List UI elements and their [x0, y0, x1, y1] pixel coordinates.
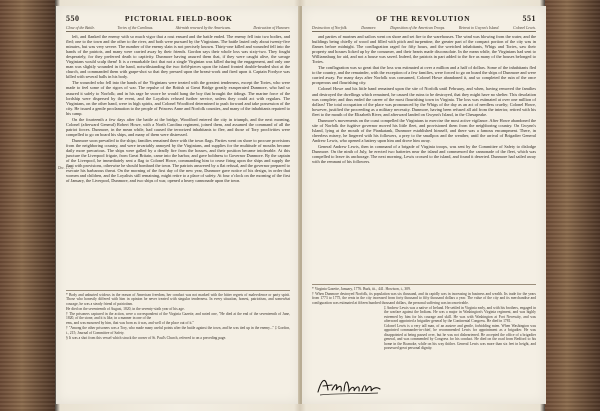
left-subhead: Skirmish renewed by the Americans. [175, 26, 231, 30]
left-paragraph: The wounded who fell into the hands of the Virginians were treated with the greatest tenderness, except the Tories, who were made to feel some of the rigors of war. The repulse of the British at Great Bridge greatly exasperated Dunmore, who had so assured it safely to Norfolk; and in his rage he swore he would hang the boy that brought the tidings. The marine force of the lordship were dispersed by the event, and the Loyalists refused further service, unless they could act with regulars. The Virginians, on the other hand, were in high spirits, and Colonel Woodford determined to push forward and take possession of the city. He issued a gentle proclamation to the people of Princess Anne and Norfolk counties, and many of the inhabitants repaired to his camp. [66, 80, 290, 116]
right-subhead: Dunmore. [361, 26, 377, 30]
right-paragraph: General Andrew Lewis, then in command of a brigade of Virginia troops, was sent by the Committee of Safety to dislodge Dunmore. On the ninth of July, he erected two batteries near the island and commenced the cannonade of the fleet, which was compelled to leave its anchorage. The next morning, Lewis crossed to the island, and found it deserted. Dunmore had sailed away with the remnant of his followers. [312, 143, 536, 165]
right-marbled-endpaper [545, 0, 600, 411]
right-paragraph: Dunmore's movements on the coast compelled the Virginians to exercise the most active vigilance. After Howe abandoned the site of Norfolk the fugitive governor moved his little fleet, and provisioned them from the neighboring country. On Gwynn's Island, lying at the mouth of the Piankatank, Dunmore established himself, and there was a famous encampment. There, in cheerless misery, he lingered with his followers, a prey to the smallpox and the weather, until the arrival of Brigadier General Andrew Lewis, who opened a battery upon him and drove him away. [312, 117, 536, 143]
left-marbled-endpaper [0, 0, 55, 411]
right-subheads [312, 26, 536, 32]
left-running-head [66, 14, 290, 23]
right-subhead: Disposition of the American Troops. [390, 26, 446, 30]
left-body-text [66, 34, 290, 184]
right-body-text [312, 34, 536, 165]
left-subhead: Close of the Battle. [66, 26, 96, 30]
right-running-title: OF THE REVOLUTION [376, 14, 471, 23]
right-paragraph: The conflagration was so great that the loss was estimated at over a million and a half of dollars. Some of the inhabitants fled to the country, and the remainder, with the exception of a few families, were forced to go on board the ships of Dunmore and were carried away. For many days after Norfolk was consumed, Colonel Howe abandoned it, and so completed the ruin of the once prosperous and flourishing city. [312, 65, 536, 86]
right-footnote: † When Dunmore destroyed Norfolk, its population was six thousand, and its rapidly was in increasing in business and wealth. Its trade for the years from 1773 to 1775, the rents in the city increased from forty thousand to fifty thousand dollars a year. The value of the city and its merchandise and configuration was estimated at fifteen hundred thousand dollars, the personal suffering was inconceivable. [312, 292, 536, 305]
left-footnote: ems, and was mourned by him, that was born as it was, and well of the place out of it." [66, 321, 194, 326]
left-footnote: § It was a shot from this vessel which struck the corner of St. Paul's Church, referred to on a preceding page. [66, 335, 227, 340]
right-footnote: * Virginia Gazette, January, 1776. Burk, iii., 441. Howison, i., 309. [312, 287, 411, 291]
left-paragraph: left, and flanked the enemy with so much vigor that a rout ensued and the battle ended. The enemy fell into two bodies, and fled; one to the town and the other to the river, and both were pursued by the Virginians. The battle lasted only about twenty-five minutes, but was very severe. The number of the enemy slain is not precisely known. Thirty-one killed and wounded fell into the hands of the patriots, and many were carried away by their friends. Gordon says their whole loss was sixty-two. They fought desperately, for they preferred death to captivity. Dunmore having assured them that, if they were caught alive, the savage Virginians would scalp them! It is a remarkable fact that not a single Virginian was killed during the engagement, and only one man was slightly wounded in the hand, notwithstanding the two field-pieces upon the island fronted double-headed shot at the church, and commanded them with grape-shot so that they pressed upon the breast-work and fired upon it. Captain Fordyce was killed with several balls in his body. [66, 34, 290, 80]
left-footnotes [66, 290, 290, 341]
right-page-number: 551 [522, 14, 536, 23]
left-footnote: † "Among the other prisoners was a Tory, who made many useful points after the battle against the town, and he was tied up in the enemy..." ‡ Gordon, i., 215; Journal of Committee of Safety. [66, 326, 290, 335]
left-page-number: 550 [66, 14, 80, 23]
right-subhead: Colonel Lewis. [513, 26, 536, 30]
left-paragraph: On the fourteenth a few days after the battle at the bridge, Woodford entered the city in triumph, and the next morning, Colonel (afterward General) Robert Howe, with a North Carolina regiment, joined them, and assumed the command of all the patriot forces. Dunmore, in the mean while, had caused the terrorized inhabitants to flee, and those of Tory proclivities were compelled to go on board his ships, and many of them were distressed. [66, 116, 290, 137]
left-subhead: Destruction of Hanover. [253, 26, 290, 30]
right-paragraph: and parties of marines and sailors went on shore and set fire to the warehouses. The wind was blowing from the water, and the buildings being chiefly of wood and filled with pitch and turpentine, the greater part of the compact portion of the city was in flames before midnight. The conflagration raged for fifty hours, and the wretched inhabitants, Whigs and Tories, saw their property and houses licked up by the consumer, and their hearts made disconsolate. In the mean while, the Virginians had sent to Williamsburg for aid, and not a house was saved. Indeed, the patriots in part added to the fire as many of the houses belonged to Tories. [312, 34, 536, 65]
andrew-lewis-signature-image [314, 372, 384, 398]
right-footnotes [312, 284, 536, 351]
right-footnote: ‡ Andrew Lewis was a native of Ireland. He settled in Virginia early, and with his brothers, engaged in the warfare against the Indians. He was a major in Washington's Virginia regiment, and was highly esteemed by him for his courage and skill. He was with Washington at Fort Necessity, and was afterward appointed a brigadier general by the Continental Congress. He died in 1781. [384, 305, 536, 324]
right-subhead: Retreat to Gwynn's Island. [458, 26, 500, 30]
left-paragraph: Dunmore soon prevailed to the ships; families remained there with the town flags. Parties went on shore to procure provisions from the neighboring country, and were invariably annoyed by the Virginians, and supplies for the multitude of mouths became daily more precarious. The ships were galled by a deadly fire from the houses, and their position became intolerable. At this juncture the Liverpool frigate, from Great Britain, came into the harbor, and gave boldness to Governor Dunmore. By the captain of the Liverpool, he immediately sent a flag to Colonel Howe, commanding him to cease firing upon the ships and supply the fleet with provisions, otherwise he should bombard the town. The patriots answered by a flat refusal, and the governor prepared to execute his barbarous threat. On the morning of the first day of the new year, Dunmore gave notice of his design, in order that women and children, and the Loyalists still remaining, might retire to a place of safety. At four o'clock on the morning of the first of January, the Liverpool, Dunmore, and two ships of war, opened a heavy cannonade upon the town. [66, 137, 290, 184]
right-page [302, 6, 546, 404]
right-footnote: Colonel Lewis is a very tall man, of an austere and gentle, forbidding mien. When Washington was appointed commander-in-chief, he recommended Lewis for appointment as a brigadier. He was disappointed at being passed over, but he was not disheartened. He accepted the office of a brigadier general, and was commended by Congress for his conduct. He died on the road from Bedford to his home in the Roanoke, while on his way thither. General Lewis was more than six feet in height, and possessed great personal dignity. [384, 324, 536, 351]
left-running-title: PICTORIAL FIELD-BOOK [124, 14, 233, 23]
left-footnote: * Body and unburied widows in the reason of American freedom, her conduct was not marked with the bitter regrets of malevolence or party spirit. Those who honestly differed with him in opinion he never treated with singular tenderness. In every situation, honest, patriotism, and somewhat courage, he was a steady friend of patriotism. [66, 293, 290, 306]
right-paragraph: Colonel Howe and his little band remained upon the site of Norfolk until February, and when, having removed the families and destroyed the dwellings which remained, he caused the ruins to be destroyed, that they might have no shelter. This desolation was complete; and thus ended the career of the most flourishing town in Virginia. The loss was estimated at over one million of dollars! The total occupation of the place was pronounced by the Whigs of the day as an act of needless cruelty; Colonel Howe, however, justified the proceeding as a military necessity. Dunmore, having been refused all aid from the interior, retired with his fleet to the mouth of the Elizabeth River, and afterward landed on Gwynn's Island, in the Chesapeake. [312, 86, 536, 117]
left-page [56, 6, 300, 404]
left-margin-date: Dec. 1775. [58, 166, 74, 170]
left-footnote: He died on the seventeenth of August, 1820, in the seventy-sixth year of his age. [66, 306, 185, 311]
left-subhead: Tories of the Carolinas. [117, 26, 154, 30]
left-footnote: † The prisoners captured in the action, were a correspondent of the Virginia Gazette, and noted one, "He died at the end of the seventeenth of June, 1820, of the stone, and it is like, in a manner in one of the [66, 311, 290, 321]
right-subhead: Destruction of Norfolk. [312, 26, 348, 30]
left-subheads [66, 26, 290, 32]
right-running-head [312, 14, 536, 23]
